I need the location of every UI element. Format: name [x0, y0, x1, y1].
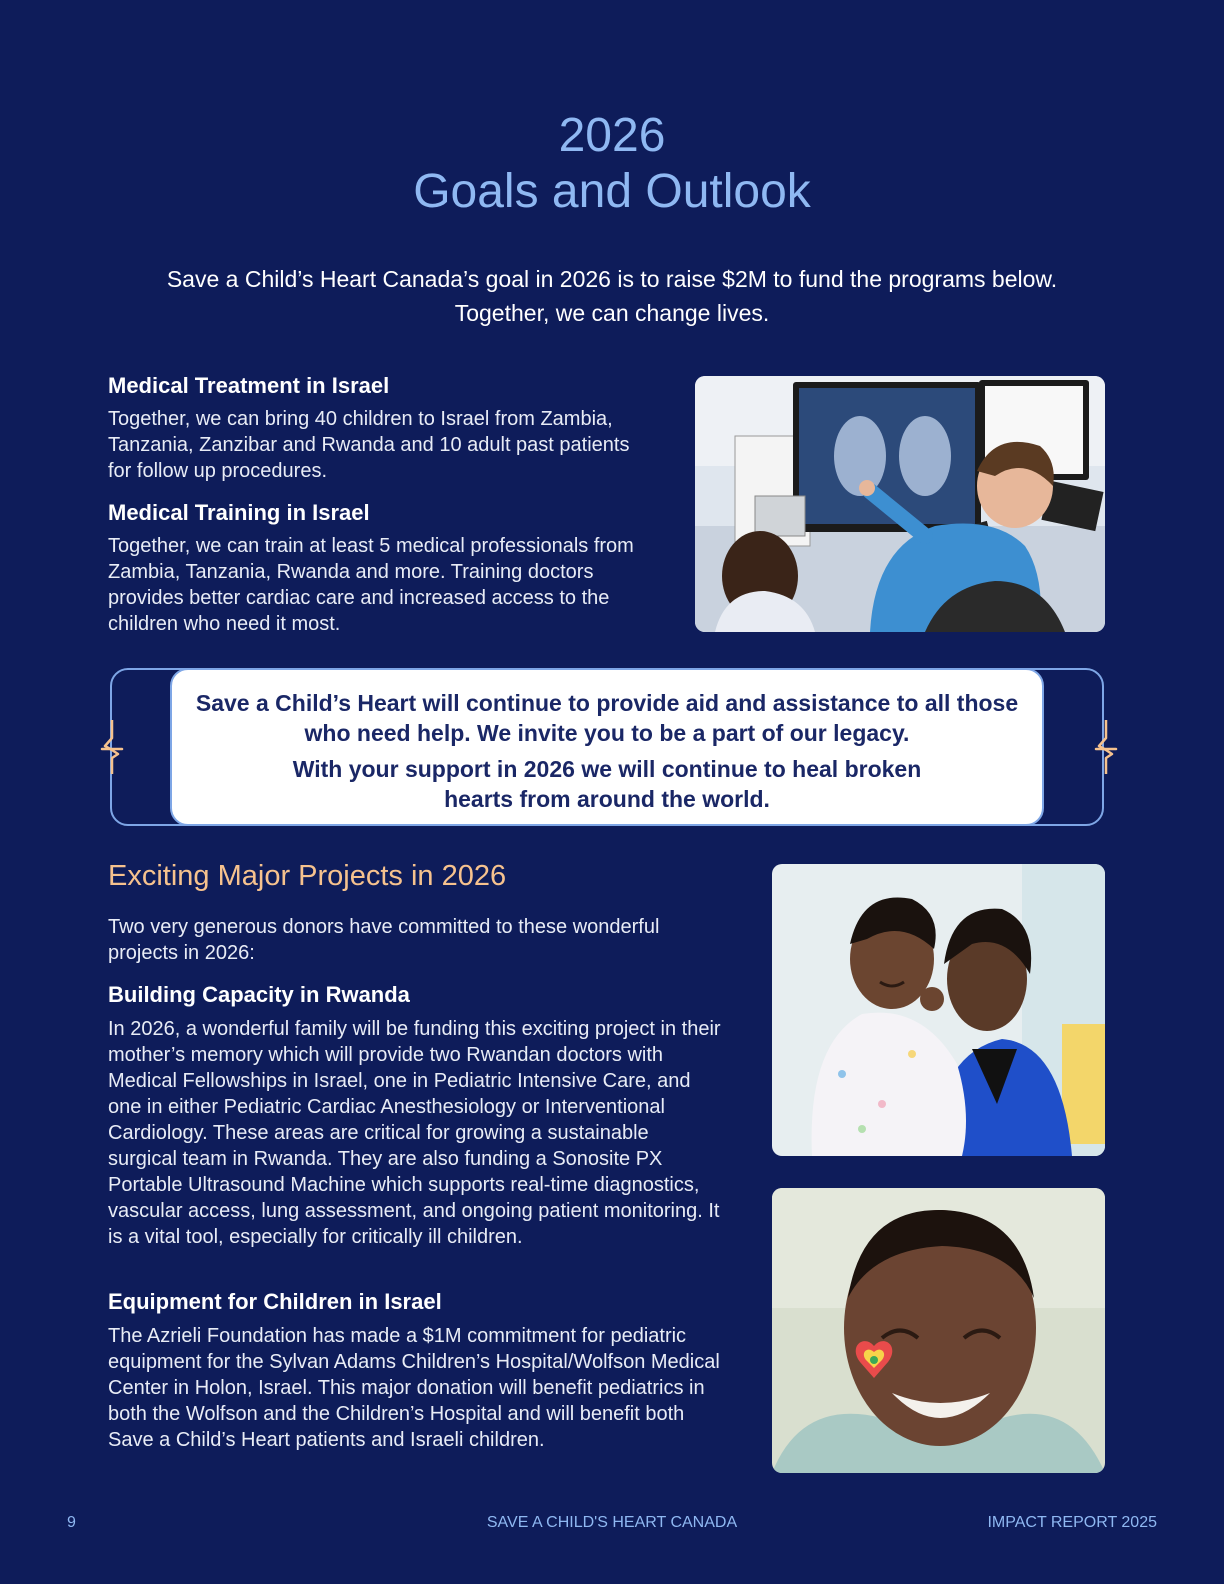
- project-body: The Azrieli Foundation has made a $1M commitment for pediatric equipment for the Sylvan Adams Children’s Hospital/Wolfson Medical Center in Holon, Israel. This major donation will benefit pediatrics in both the Wolfson and the Children’s Hospital and will benefit both Save a Child’s Heart patients and Israeli children.: [108, 1325, 720, 1451]
- title-year: 2026: [558, 109, 666, 162]
- project-israel-equipment: [108, 1288, 723, 1453]
- title-subtitle: Goals and Outlook: [413, 165, 811, 218]
- intro-text: Save a Child’s Heart Canada’s goal in 2026 is to raise $2M to fund the programs below. Together, we can change lives.: [166, 266, 1058, 326]
- heartbeat-icon: [96, 720, 128, 774]
- program-body: Together, we can bring 40 children to Israel from Zambia, Tanzania, Zanzibar and Rwanda and 10 adult past patients for follow up procedures.: [108, 408, 630, 482]
- photo-doctors-monitors: [695, 376, 1105, 632]
- callout-line-1: Save a Child’s Heart will continue to provide aid and assistance to all those who need help. We invite you to be a part of our legacy.: [195, 690, 1019, 746]
- project-heading: Building Capacity in Rwanda: [108, 982, 410, 1007]
- project-heading: Equipment for Children in Israel: [108, 1289, 442, 1314]
- project-rwanda: [108, 981, 723, 1250]
- program-body: Together, we can train at least 5 medical professionals from Zambia, Tanzania, Rwanda and more. Training doctors provides better cardiac care and increased access to the children who need it most.: [108, 535, 634, 635]
- callout-line-2: With your support in 2026 we will continue to heal broken hearts from around the world.: [292, 756, 922, 812]
- callout-box: [170, 668, 1044, 826]
- heartbeat-icon: [1090, 720, 1122, 774]
- page-number: 9: [67, 1514, 76, 1531]
- photo-mother-child: [772, 864, 1105, 1156]
- footer-org: SAVE A CHILD'S HEART CANADA: [486, 1514, 738, 1531]
- projects-intro: Two very generous donors have committed to these wonderful projects in 2026:: [108, 916, 660, 964]
- program-heading: Medical Training in Israel: [108, 500, 370, 525]
- photo-smiling-boy: [772, 1188, 1105, 1473]
- projects-heading: Exciting Major Projects in 2026: [108, 860, 507, 892]
- program-medical-treatment: [108, 372, 668, 484]
- footer-report: IMPACT REPORT 2025: [987, 1514, 1157, 1531]
- project-body: In 2026, a wonderful family will be funding this exciting project in their mother’s memory which will provide two Rwandan doctors with Medical Fellowships in Israel, one in Pediatric Intensive Care, and one in either Pediatric Cardiac Anesthesiology or Interventional Cardiology. These areas are critical for growing a sustainable surgical team in Rwanda. They are also funding a Sonosite PX Portable Ultrasound Machine which supports real-time diagnostics, vascular access, lung assessment, and ongoing patient monitoring. It is a vital tool, especially for critically ill children.: [108, 1018, 721, 1248]
- program-heading: Medical Treatment in Israel: [108, 373, 390, 398]
- page-title: [0, 108, 1224, 220]
- program-medical-training: [108, 499, 668, 637]
